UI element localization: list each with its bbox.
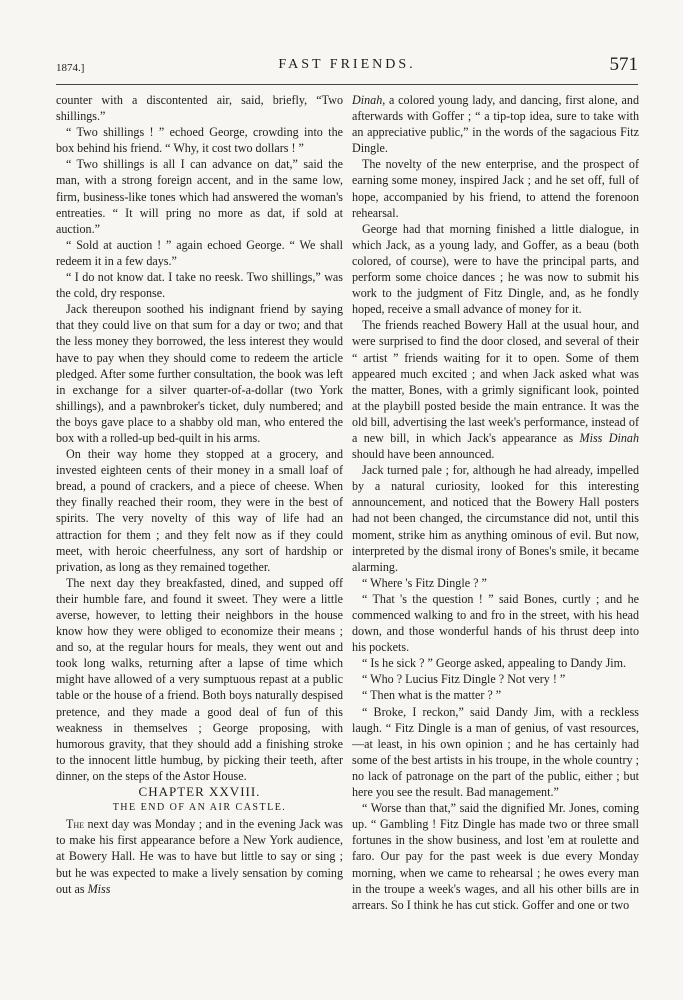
paragraph: “ Two shillings ! ” echoed George, crowding into the box behind his friend. “ Why, it cost two dollars ! ” [56,125,343,156]
paragraph: “ Who ? Lucius Fitz Dingle ? Not very ! ” [362,672,566,687]
chapter-subtitle: THE END OF AN AIR CASTLE. [112,802,287,814]
paragraph: “ Is he sick ? ” George asked, appealing to Dandy Jim. [362,656,627,671]
running-header [56,54,638,78]
opening-italic: Miss [87,881,111,896]
opening-text: next day was Monday ; and in the evening Jack was to make his first appearance before a New York audience, at Bowery Hall. He was to have but little to say or sing ; but he was expected to make a lively sensation by coming out as [56,817,343,896]
paragraph: “ I do not know dat. I take no reesk. Two shillings,” was the cold, dry response. [56,270,343,301]
paragraph [352,317,639,462]
header-date: 1874.] [56,62,85,74]
paragraph-text: The friends reached Bowery Hall at the usual hour, and were surprised to find the door closed, and several of their “ artist ” friends waiting for it to open. Some of them appeared much excited ; and when Jack asked what was the matter, Bones, with a grimly significant look, pointed at the playbill posted beside the main entrance. It was the old bill, advertising the last week's performance, instead of a new bill, in which Jack's appearance as [352,318,639,445]
paragraph: “ Two shillings is all I can advance on dat,” said the man, with a strong foreign accent, and in the same low, firm, business-like tones which had answered the woman's entreaties. “ It will pring no more as dat, if sold at auction.” [56,157,343,236]
paragraph: The novelty of the new enterprise, and the prospect of earning some money, inspired Jack ; and he set off, full of hope, accompanied by his friend, to attend the forenoon rehearsal. [352,157,639,220]
paragraph: counter with a discontented air, said, briefly, “Two shillings.” [56,93,343,124]
continued-paragraph [352,92,639,156]
paragraph: Jack turned pale ; for, although he had already, impelled by a natural curiosity, looked for this interesting announcement, and noticed that the Bowery Hall posters had not been changed, the circumstance did not, until this moment, strike him as anything ominous of evil. But now, interpreted by the dismal irony of Bones's smile, it became alarming. [352,463,639,574]
paragraph: “ That 's the question ! ” said Bones, curtly ; and he commenced walking to and fro in the street, with his head down, and those wonderful hands of his thrust deep into his pockets. [352,591,639,655]
continued-italic: Dinah, [352,93,386,107]
page-number: 571 [609,54,638,75]
header-title: FAST FRIENDS. [278,57,416,72]
paragraph: On their way home they stopped at a grocery, and invested eighteen cents of their money in a small loaf of bread, a pound of crackers, and a piece of cheese. When they finally reached their room, they were in the best of spirits. The very novelty of this way of life had an attraction for them ; and they felt now as if they could meet, with heroic cheerfulness, any sort of hardship or privation, as long as they remained together. [56,447,343,574]
chapter-title: CHAPTER XXVIII. [138,784,261,800]
paragraph-italic: Miss Dinah [579,430,639,445]
header-rule [56,84,638,85]
paragraph: “ Broke, I reckon,” said Dandy Jim, with a reckless laugh. “ Fitz Dingle is a man of genius, of vast resources,—at least, in his own opinion ; and he has certainly had some of the best artists in his troupe, in the whole country ; no lack of patronage on the part of the public, either ; but here you see the result. Bad management.” [352,704,639,800]
paragraph: The next day they breakfasted, dined, and supped off their humble fare, and found it sweet. They were a little averse, however, to letting their neighbors in the house know how they were obliged to economize their means ; and so, at the regular hours for meals, they went out and took long walks, returning after a lapse of time which might have allowed of a very sumptuous repast at a public table or the house of a friend. Both boys naturally despised pretence, and they made a good deal of fun of this weakness in themselves ; George proposing, with humorous gravity, that they should add a finishing stroke to the innocent little humbug, by picking their teeth, after dinner, on the steps of the Astor House. [56,575,343,783]
paragraph: “ Then what is the matter ? ” [362,688,502,703]
paragraph: George had that morning finished a little dialogue, in which Jack, as a young lady, and Goffer, as a beau (both colored, of course), were to have the principal parts, and perform some choice dances ; he was now to submit his work to the judgment of Fitz Dingle, and, as he fondly hoped, receive a small advance of money for it. [352,221,639,317]
chapter-opening-paragraph [56,816,343,896]
paragraph: “ Sold at auction ! ” again echoed George. “ We shall redeem it in a few days.” [56,237,343,268]
continued-text: a colored young lady, and dancing, first alone, and afterwards with Goffer ; “ a tip-top idea, sure to take with an appreciative public,” in the words of the sagacious Fitz Dingle. [352,93,639,156]
paragraph-text: should have been announced. [352,447,495,462]
right-column [352,92,639,913]
paragraph: “ Where 's Fitz Dingle ? ” [362,575,487,590]
paragraph: Jack thereupon soothed his indignant friend by saying that they could live on that sum for a day or two; and that the less money they borrowed, the less interest they would have to pay when they should come to redeem the article pledged. After some further consultation, the book was left in exchange for a silver quarter-of-a-dollar (two York shillings), and a pawnbroker's ticket, duly numbered; and the boys gave place to a shabby old man, who entered the box with a rolled-up bed-quilt in his arms. [56,302,343,445]
left-column [56,92,343,897]
opening-word: The [66,817,85,832]
paragraph: “ Worse than that,” said the dignified Mr. Jones, coming up. “ Gambling ! Fitz Dingle has made two or three small fortunes in the show business, and lost 'em at roulette and faro. Our pay for the past week is due every Monday morning, when we came to rehearsal ; he owes every man in the troupe a week's wages, and all his other bills are in arrears. So I think he has cut stick. Goffer and one or two [352,801,639,912]
